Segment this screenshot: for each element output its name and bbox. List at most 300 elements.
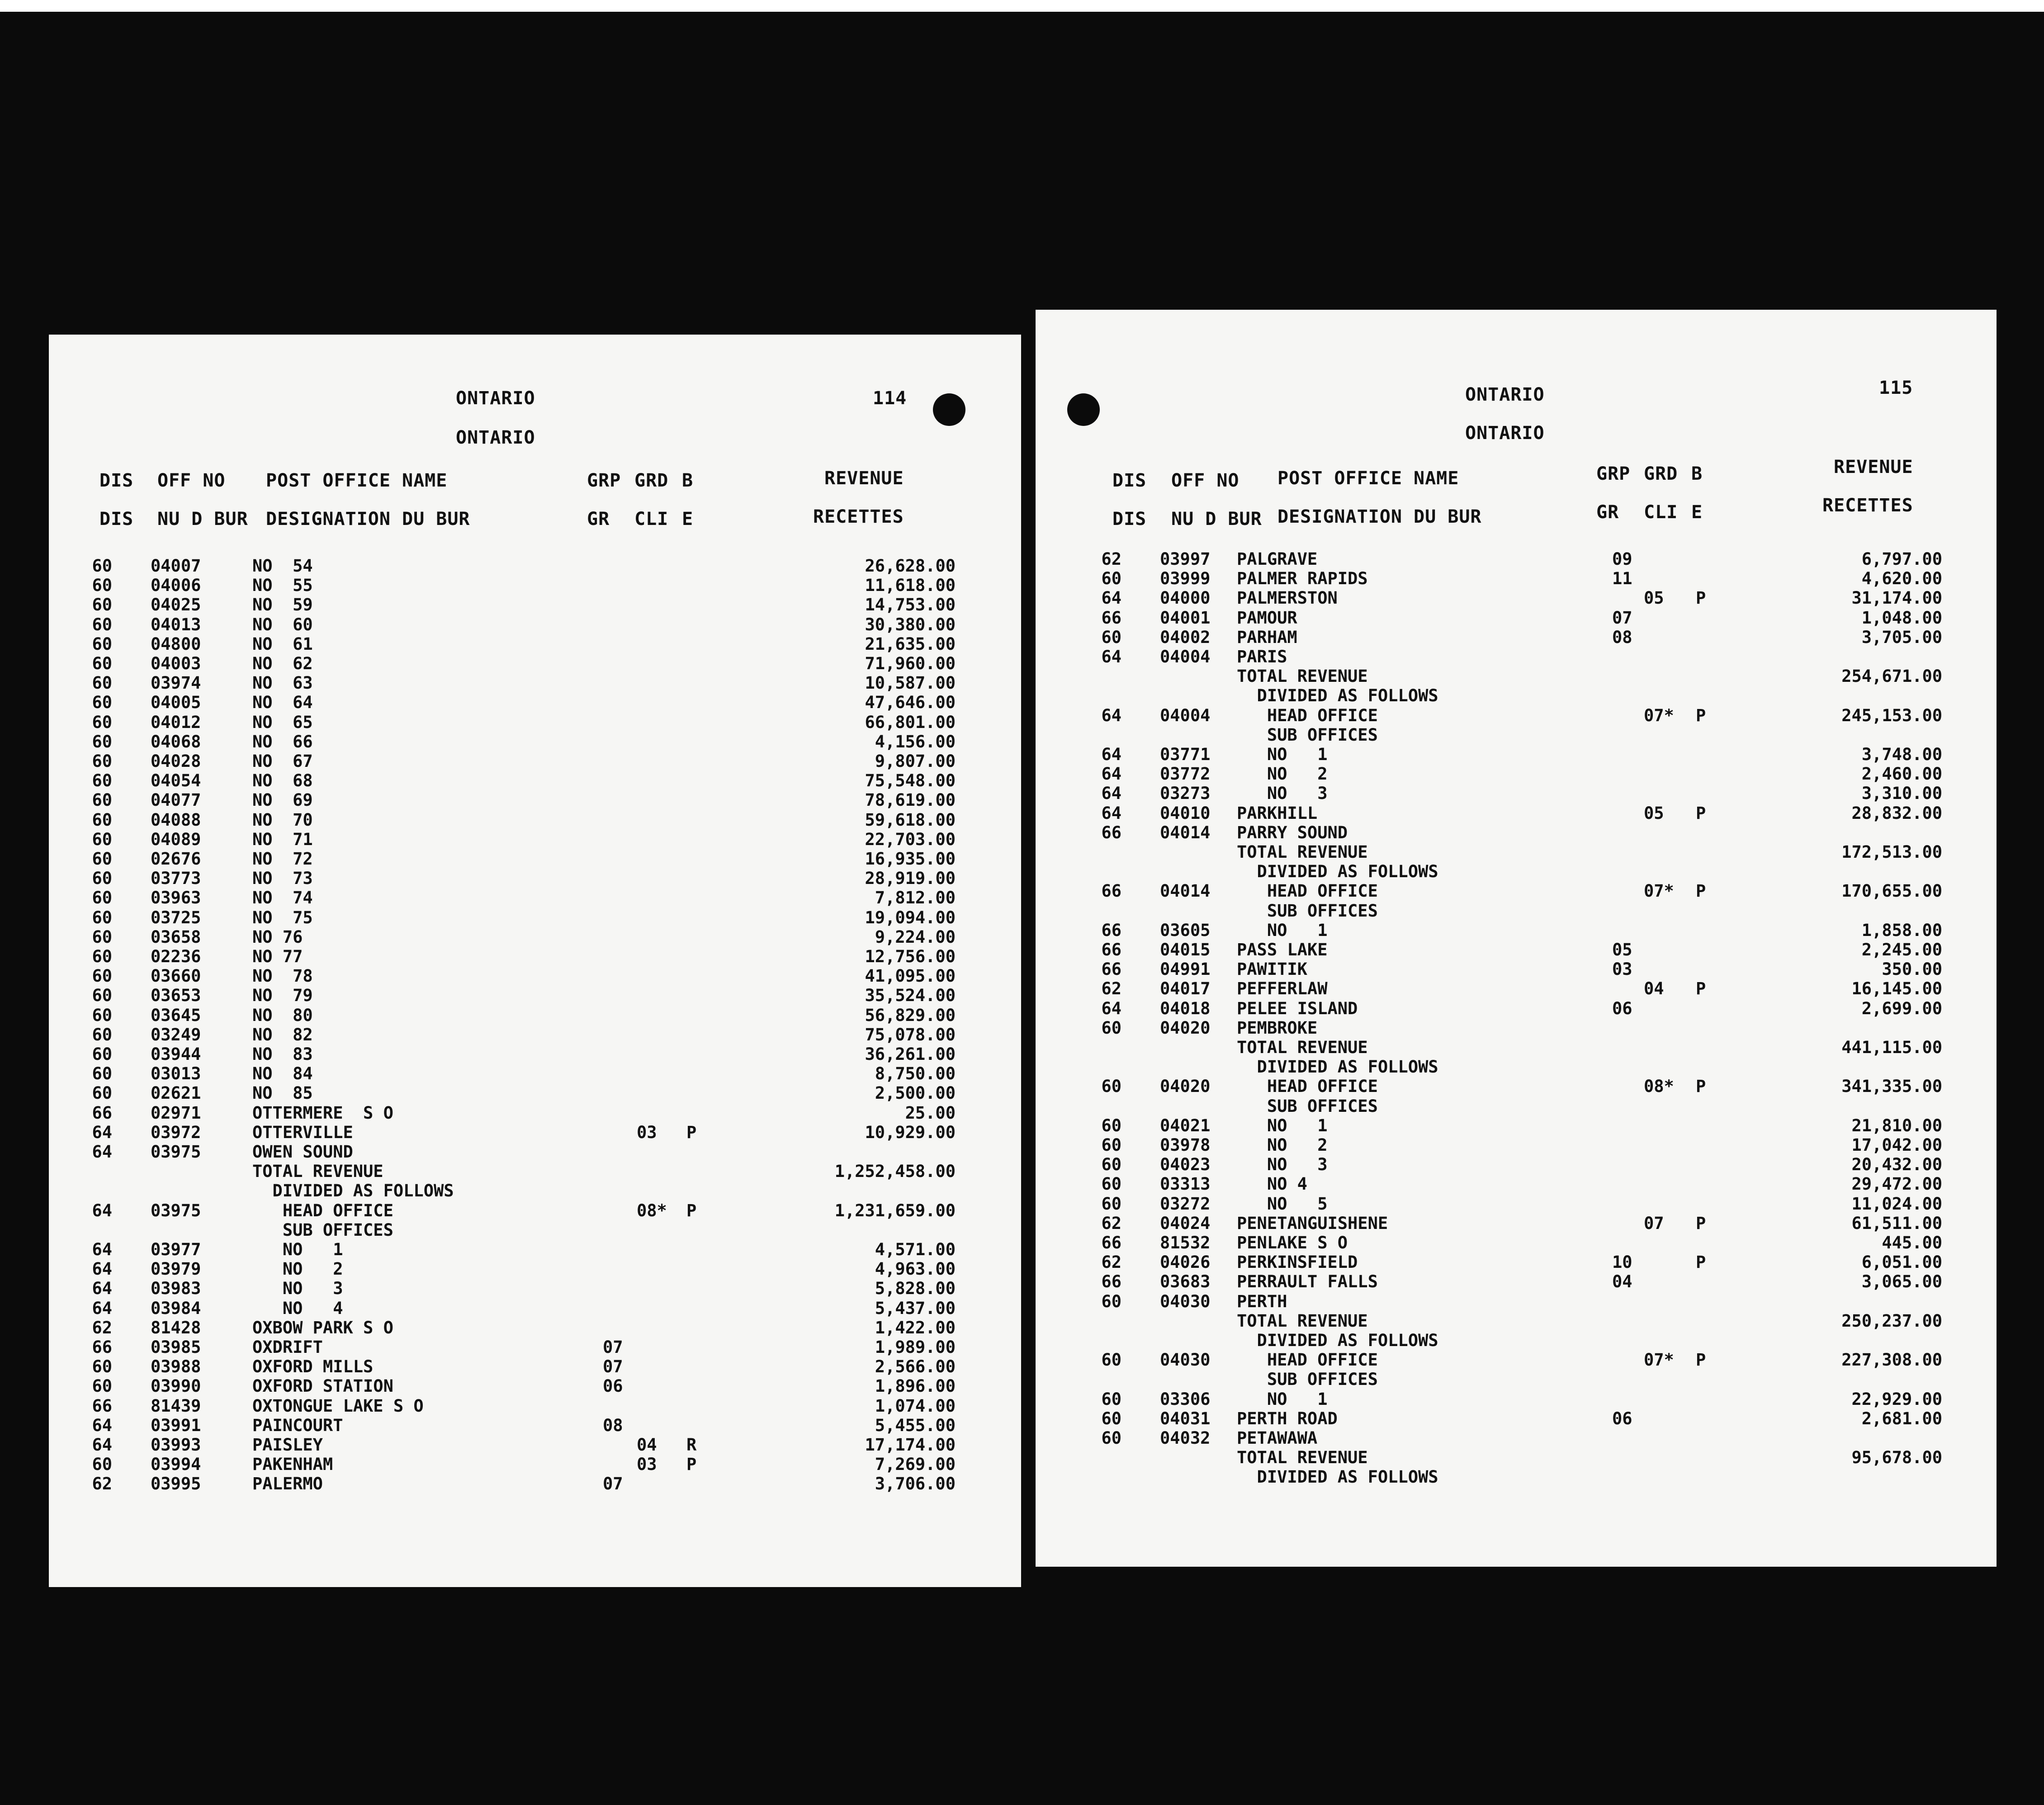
cell-office-name: PELEE ISLAND: [1237, 998, 1358, 1018]
table-row: [1036, 881, 1997, 901]
cell-dis: 60: [1101, 1155, 1121, 1175]
cell-office-name: NO 4: [1237, 1174, 1307, 1194]
header-dis-fr: DIS: [99, 509, 134, 529]
table-row: [49, 1123, 1021, 1142]
cell-office-name: PASS LAKE: [1237, 940, 1328, 959]
cell-revenue: 3,310.00: [1861, 784, 1942, 803]
cell-office-name: PERTH ROAD: [1237, 1408, 1338, 1428]
cell-revenue: 22,929.00: [1851, 1389, 1942, 1409]
table-row: [49, 986, 1021, 1005]
cell-revenue: 1,896.00: [875, 1376, 956, 1396]
table-row: [49, 713, 1021, 732]
cell-office-name: TOTAL REVENUE: [1237, 1448, 1368, 1468]
cell-office-name: OXBOW PARK S O: [252, 1318, 393, 1337]
cell-dis: 60: [1101, 627, 1121, 647]
table-row: [49, 1357, 1021, 1376]
cell-dis: 66: [92, 1337, 112, 1357]
cell-office-name: NO 54: [252, 556, 313, 576]
table-row: [49, 1083, 1021, 1103]
cell-office-name: NO 82: [252, 1025, 313, 1044]
cell-revenue: 250,237.00: [1841, 1311, 1942, 1331]
cell-dis: 60: [1101, 1350, 1121, 1370]
table-row: [49, 790, 1021, 810]
cell-office-name: PAKENHAM: [252, 1455, 333, 1474]
cell-office-number: 03999: [1160, 569, 1211, 589]
table-row: [49, 1220, 1021, 1240]
cell-grp: 08: [603, 1415, 623, 1435]
cell-dis: 64: [92, 1122, 112, 1142]
cell-revenue: 6,051.00: [1861, 1252, 1942, 1272]
table-row: [49, 576, 1021, 595]
cell-dis: 60: [92, 1064, 112, 1084]
cell-revenue: 11,618.00: [865, 576, 956, 595]
cell-office-name: NO 65: [252, 712, 313, 732]
table-row: [1036, 666, 1997, 686]
cell-office-number: 04024: [1160, 1213, 1211, 1233]
header-grd: GRD: [634, 470, 669, 491]
table-row: [49, 1064, 1021, 1083]
cell-b: P: [1696, 881, 1706, 901]
cell-dis: 66: [1101, 940, 1121, 959]
cell-grp: 05: [1612, 940, 1632, 959]
cell-b: P: [1696, 588, 1706, 608]
cell-office-name: NO 1: [1237, 1115, 1328, 1135]
cell-revenue: 1,252,458.00: [834, 1162, 956, 1181]
cell-dis: 60: [1101, 1389, 1121, 1409]
cell-dis: 60: [92, 1455, 112, 1474]
cell-b: P: [1696, 1350, 1706, 1370]
cell-b: P: [686, 1200, 697, 1220]
cell-revenue: 7,812.00: [875, 888, 956, 908]
cell-revenue: 227,308.00: [1841, 1350, 1942, 1370]
table-row: [49, 595, 1021, 614]
cell-revenue: 4,571.00: [875, 1240, 956, 1259]
cell-revenue: 61,511.00: [1851, 1213, 1942, 1233]
cell-office-number: 04012: [151, 712, 201, 732]
table-row: [1036, 999, 1997, 1018]
cell-b: P: [686, 1122, 697, 1142]
table-row: [1036, 1311, 1997, 1331]
cell-office-number: 03975: [151, 1200, 201, 1220]
cell-office-name: HEAD OFFICE: [1237, 1077, 1378, 1096]
cell-office-number: 02971: [151, 1103, 201, 1123]
cell-dis: 62: [1101, 979, 1121, 999]
cell-office-name: NO 76: [252, 927, 303, 947]
cell-revenue: 170,655.00: [1841, 881, 1942, 901]
cell-dis: 60: [1101, 1077, 1121, 1096]
cell-office-name: NO 77: [252, 947, 303, 966]
cell-revenue: 22,703.00: [865, 829, 956, 849]
cell-dis: 60: [92, 829, 112, 849]
cell-office-number: 81532: [1160, 1233, 1211, 1252]
table-row: [1036, 549, 1997, 569]
cell-office-number: 04077: [151, 790, 201, 810]
cell-office-number: 04004: [1160, 705, 1211, 725]
cell-grp: 06: [603, 1376, 623, 1396]
cell-office-number: 03972: [151, 1122, 201, 1142]
page-subtitle: ONTARIO: [456, 427, 535, 448]
cell-office-name: NO 72: [252, 849, 313, 869]
cell-office-number: 04014: [1160, 822, 1211, 842]
cell-office-name: NO 66: [252, 732, 313, 751]
cell-office-name: OXTONGUE LAKE S O: [252, 1396, 424, 1416]
table-row: [49, 908, 1021, 927]
table-row: [1036, 628, 1997, 647]
cell-office-number: 04021: [1160, 1115, 1211, 1135]
header-e: E: [682, 509, 694, 529]
cell-office-name: PERTH: [1237, 1291, 1287, 1311]
cell-revenue: 2,566.00: [875, 1357, 956, 1377]
cell-dis: 60: [92, 1005, 112, 1025]
table-row: [49, 888, 1021, 907]
cell-revenue: 21,635.00: [865, 634, 956, 654]
cell-grd: 07*: [1644, 881, 1674, 901]
cell-office-number: 04004: [1160, 647, 1211, 666]
table-row: [49, 1416, 1021, 1435]
table-row: [49, 615, 1021, 634]
cell-office-number: 04028: [151, 751, 201, 771]
cell-dis: 60: [92, 576, 112, 595]
table-row: [1036, 979, 1997, 998]
table-row: [49, 1279, 1021, 1298]
header-e: E: [1691, 502, 1703, 523]
cell-office-name: PARIS: [1237, 647, 1287, 666]
cell-dis: 62: [92, 1474, 112, 1494]
table-row: [1036, 1194, 1997, 1214]
cell-office-number: 04030: [1160, 1350, 1211, 1370]
cell-dis: 60: [92, 634, 112, 654]
cell-revenue: 1,048.00: [1861, 608, 1942, 628]
table-row: [1036, 1155, 1997, 1174]
cell-dis: 60: [1101, 1408, 1121, 1428]
cell-dis: 60: [92, 614, 112, 634]
cell-dis: 64: [1101, 745, 1121, 764]
table-row: [49, 966, 1021, 986]
cell-office-name: NO 84: [252, 1064, 313, 1084]
cell-office-name: NO 59: [252, 595, 313, 615]
cell-office-number: 04991: [1160, 959, 1211, 979]
table-row: [1036, 1116, 1997, 1135]
cell-grd: 08*: [637, 1200, 667, 1220]
table-row: [1036, 1292, 1997, 1311]
cell-dis: 60: [92, 673, 112, 693]
cell-revenue: 17,042.00: [1851, 1135, 1942, 1155]
header-designation: DESIGNATION DU BUR: [266, 509, 470, 529]
cell-office-number: 03984: [151, 1298, 201, 1318]
cell-office-name: NO 64: [252, 693, 313, 713]
cell-grd: 07*: [1644, 705, 1674, 725]
table-row: [1036, 764, 1997, 784]
cell-office-name: PALMER RAPIDS: [1237, 569, 1368, 589]
cell-dis: 64: [92, 1200, 112, 1220]
cell-revenue: 66,801.00: [865, 712, 956, 732]
cell-office-name: NO 3: [1237, 1155, 1328, 1175]
cell-revenue: 9,224.00: [875, 927, 956, 947]
table-row: [49, 1396, 1021, 1416]
table-row: [1036, 1409, 1997, 1428]
cell-office-name: NO 2: [1237, 1135, 1328, 1155]
cell-dis: 66: [1101, 881, 1121, 901]
cell-dis: 60: [1101, 1018, 1121, 1038]
cell-office-name: NO 63: [252, 673, 313, 693]
table-row: [1036, 725, 1997, 745]
cell-revenue: 4,620.00: [1861, 569, 1942, 589]
cell-revenue: 59,618.00: [865, 810, 956, 830]
header-off-no: OFF NO: [157, 470, 226, 491]
cell-revenue: 7,269.00: [875, 1455, 956, 1474]
cell-revenue: 341,335.00: [1841, 1077, 1942, 1096]
table-row: [1036, 608, 1997, 628]
cell-office-name: NO 71: [252, 829, 313, 849]
cell-office-name: SUB OFFICES: [1237, 901, 1378, 921]
cell-revenue: 12,756.00: [865, 947, 956, 966]
cell-office-number: 03013: [151, 1064, 201, 1084]
cell-office-name: OTTERMERE S O: [252, 1103, 393, 1123]
cell-dis: 60: [92, 1044, 112, 1064]
cell-office-name: PARRY SOUND: [1237, 822, 1348, 842]
cell-dis: 60: [92, 1357, 112, 1377]
cell-dis: 66: [1101, 1272, 1121, 1292]
cell-office-name: NO 5: [1237, 1194, 1328, 1214]
cell-revenue: 20,432.00: [1851, 1155, 1942, 1175]
scan-border: [0, 0, 2044, 12]
header-grp: GRP: [1596, 463, 1631, 484]
table-row: [49, 1474, 1021, 1493]
cell-b: P: [686, 1455, 697, 1474]
cell-grp: 03: [1612, 959, 1632, 979]
table-row: [49, 1103, 1021, 1123]
table-row: [49, 634, 1021, 654]
cell-revenue: 71,960.00: [865, 654, 956, 673]
cell-office-name: PAISLEY: [252, 1435, 323, 1455]
cell-revenue: 254,671.00: [1841, 666, 1942, 686]
cell-office-number: 02236: [151, 947, 201, 966]
cell-grd: 07: [1644, 1213, 1664, 1233]
table-row: [49, 1162, 1021, 1181]
cell-grp: 08: [1612, 627, 1632, 647]
cell-office-number: 04001: [1160, 608, 1211, 628]
cell-office-name: NO 79: [252, 986, 313, 1006]
cell-office-number: 03249: [151, 1025, 201, 1044]
cell-revenue: 41,095.00: [865, 966, 956, 986]
cell-revenue: 245,153.00: [1841, 705, 1942, 725]
cell-dis: 60: [92, 790, 112, 810]
table-row: [49, 1181, 1021, 1200]
cell-office-name: PAWITIK: [1237, 959, 1307, 979]
cell-revenue: 3,748.00: [1861, 745, 1942, 764]
cell-dis: 60: [1101, 1174, 1121, 1194]
header-post-office-name: POST OFFICE NAME: [1278, 468, 1459, 489]
table-row: [1036, 1350, 1997, 1370]
table-row: [1036, 803, 1997, 823]
cell-dis: 60: [92, 712, 112, 732]
header-off-no: OFF NO: [1171, 470, 1240, 491]
cell-revenue: 35,524.00: [865, 986, 956, 1006]
cell-office-name: NO 75: [252, 907, 313, 927]
cell-grd: 04: [1644, 979, 1664, 999]
page-title: ONTARIO: [456, 388, 535, 409]
cell-office-number: 03272: [1160, 1194, 1211, 1214]
cell-office-number: 03725: [151, 907, 201, 927]
cell-office-number: 04023: [1160, 1155, 1211, 1175]
cell-office-name: TOTAL REVENUE: [1237, 1038, 1368, 1057]
table-row: [49, 869, 1021, 888]
cell-office-number: 03997: [1160, 549, 1211, 569]
cell-office-number: 03683: [1160, 1272, 1211, 1292]
cell-dis: 64: [92, 1415, 112, 1435]
cell-dis: 66: [1101, 920, 1121, 940]
table-row: [49, 1455, 1021, 1474]
cell-office-number: 04030: [1160, 1291, 1211, 1311]
cell-dis: 60: [1101, 569, 1121, 589]
cell-dis: 60: [92, 869, 112, 888]
cell-office-name: PETAWAWA: [1237, 1428, 1318, 1448]
cell-dis: 60: [1101, 1428, 1121, 1448]
cell-grp: 10: [1612, 1252, 1632, 1272]
cell-office-name: DIVIDED AS FOLLOWS: [1237, 1467, 1438, 1487]
cell-office-name: OXDRIFT: [252, 1337, 323, 1357]
cell-office-name: NO 62: [252, 654, 313, 673]
cell-office-number: 04800: [151, 634, 201, 654]
cell-office-name: OWEN SOUND: [252, 1142, 353, 1162]
cell-dis: 62: [1101, 1213, 1121, 1233]
cell-office-number: 03313: [1160, 1174, 1211, 1194]
table-row: [1036, 959, 1997, 979]
cell-revenue: 36,261.00: [865, 1044, 956, 1064]
table-row: [49, 771, 1021, 790]
cell-revenue: 28,919.00: [865, 869, 956, 888]
page-115: [1036, 310, 1997, 1567]
cell-grp: 09: [1612, 549, 1632, 569]
cell-revenue: 445.00: [1882, 1233, 1942, 1252]
cell-office-name: NO 1: [1237, 745, 1328, 764]
cell-office-name: OXFORD MILLS: [252, 1357, 374, 1377]
cell-dis: 64: [92, 1279, 112, 1299]
cell-office-name: TOTAL REVENUE: [1237, 842, 1368, 862]
cell-office-number: 02676: [151, 849, 201, 869]
cell-revenue: 21,810.00: [1851, 1115, 1942, 1135]
cell-b: P: [1696, 1213, 1706, 1233]
cell-office-name: NO 61: [252, 634, 313, 654]
cell-office-number: 04007: [151, 556, 201, 576]
cell-grd: 03: [637, 1455, 657, 1474]
cell-office-number: 04006: [151, 576, 201, 595]
cell-dis: 60: [92, 693, 112, 713]
table-row: [1036, 1467, 1997, 1487]
cell-dis: 60: [92, 986, 112, 1006]
cell-office-name: NO 2: [1237, 764, 1328, 784]
cell-office-number: 03660: [151, 966, 201, 986]
cell-office-number: 03645: [151, 1005, 201, 1025]
cell-office-name: DIVIDED AS FOLLOWS: [1237, 1331, 1438, 1350]
cell-b: P: [1696, 803, 1706, 823]
cell-dis: 64: [92, 1298, 112, 1318]
cell-office-name: OXFORD STATION: [252, 1376, 393, 1396]
cell-revenue: 14,753.00: [865, 595, 956, 615]
header-grd: GRD: [1644, 463, 1678, 484]
table-row: [49, 1201, 1021, 1220]
cell-revenue: 2,460.00: [1861, 764, 1942, 784]
cell-revenue: 3,706.00: [875, 1474, 956, 1494]
cell-dis: 66: [92, 1103, 112, 1123]
table-row: [1036, 1077, 1997, 1096]
cell-dis: 62: [1101, 1252, 1121, 1272]
cell-office-name: NO 67: [252, 751, 313, 771]
cell-office-number: 03974: [151, 673, 201, 693]
cell-dis: 64: [92, 1435, 112, 1455]
cell-grp: 07: [603, 1337, 623, 1357]
header-b: B: [1691, 463, 1703, 484]
cell-dis: 66: [1101, 1233, 1121, 1252]
cell-office-number: 03944: [151, 1044, 201, 1064]
cell-office-number: 04032: [1160, 1428, 1211, 1448]
table-row: [1036, 745, 1997, 764]
table-row: [1036, 921, 1997, 940]
cell-office-number: 04000: [1160, 588, 1211, 608]
cell-revenue: 19,094.00: [865, 907, 956, 927]
table-row: [1036, 1448, 1997, 1467]
cell-revenue: 16,145.00: [1851, 979, 1942, 999]
cell-revenue: 3,065.00: [1861, 1272, 1942, 1292]
cell-office-number: 04068: [151, 732, 201, 751]
table-row: [49, 927, 1021, 947]
page-number: 114: [873, 388, 907, 409]
cell-office-name: NO 3: [1237, 784, 1328, 803]
cell-grp: 06: [1612, 1408, 1632, 1428]
cell-dis: 60: [92, 810, 112, 830]
cell-revenue: 47,646.00: [865, 693, 956, 713]
cell-office-name: NO 3: [252, 1279, 343, 1299]
cell-office-name: DIVIDED AS FOLLOWS: [1237, 862, 1438, 882]
header-b: B: [682, 470, 694, 491]
cell-revenue: 95,678.00: [1851, 1448, 1942, 1468]
cell-dis: 66: [1101, 608, 1121, 628]
cell-office-number: 04005: [151, 693, 201, 713]
header-revenue: REVENUE: [824, 468, 904, 489]
table-row: [49, 673, 1021, 693]
cell-office-name: HEAD OFFICE: [1237, 1350, 1378, 1370]
cell-office-number: 04002: [1160, 627, 1211, 647]
cell-revenue: 172,513.00: [1841, 842, 1942, 862]
cell-revenue: 2,245.00: [1861, 940, 1942, 959]
cell-office-name: SUB OFFICES: [1237, 725, 1378, 745]
cell-office-name: SUB OFFICES: [1237, 1370, 1378, 1389]
cell-dis: 62: [1101, 549, 1121, 569]
header-gr: GR: [1596, 502, 1619, 523]
table-row: [49, 1337, 1021, 1357]
cell-dis: 64: [1101, 998, 1121, 1018]
punch-hole: [933, 393, 965, 426]
table-row: [49, 810, 1021, 830]
cell-office-name: NO 70: [252, 810, 313, 830]
page-subtitle: ONTARIO: [1465, 423, 1545, 444]
table-row: [49, 1376, 1021, 1396]
cell-office-name: SUB OFFICES: [1237, 1096, 1378, 1116]
cell-office-name: NO 1: [1237, 1389, 1328, 1409]
cell-office-number: 03273: [1160, 784, 1211, 803]
cell-dis: 60: [92, 966, 112, 986]
cell-revenue: 56,829.00: [865, 1005, 956, 1025]
cell-office-number: 03978: [1160, 1135, 1211, 1155]
cell-revenue: 2,699.00: [1861, 998, 1942, 1018]
cell-grp: 07: [603, 1474, 623, 1494]
cell-office-name: PAMOUR: [1237, 608, 1297, 628]
cell-office-number: 03993: [151, 1435, 201, 1455]
table-row: [49, 1142, 1021, 1162]
table-row: [49, 1318, 1021, 1337]
cell-b: P: [1696, 1252, 1706, 1272]
table-row: [49, 654, 1021, 673]
